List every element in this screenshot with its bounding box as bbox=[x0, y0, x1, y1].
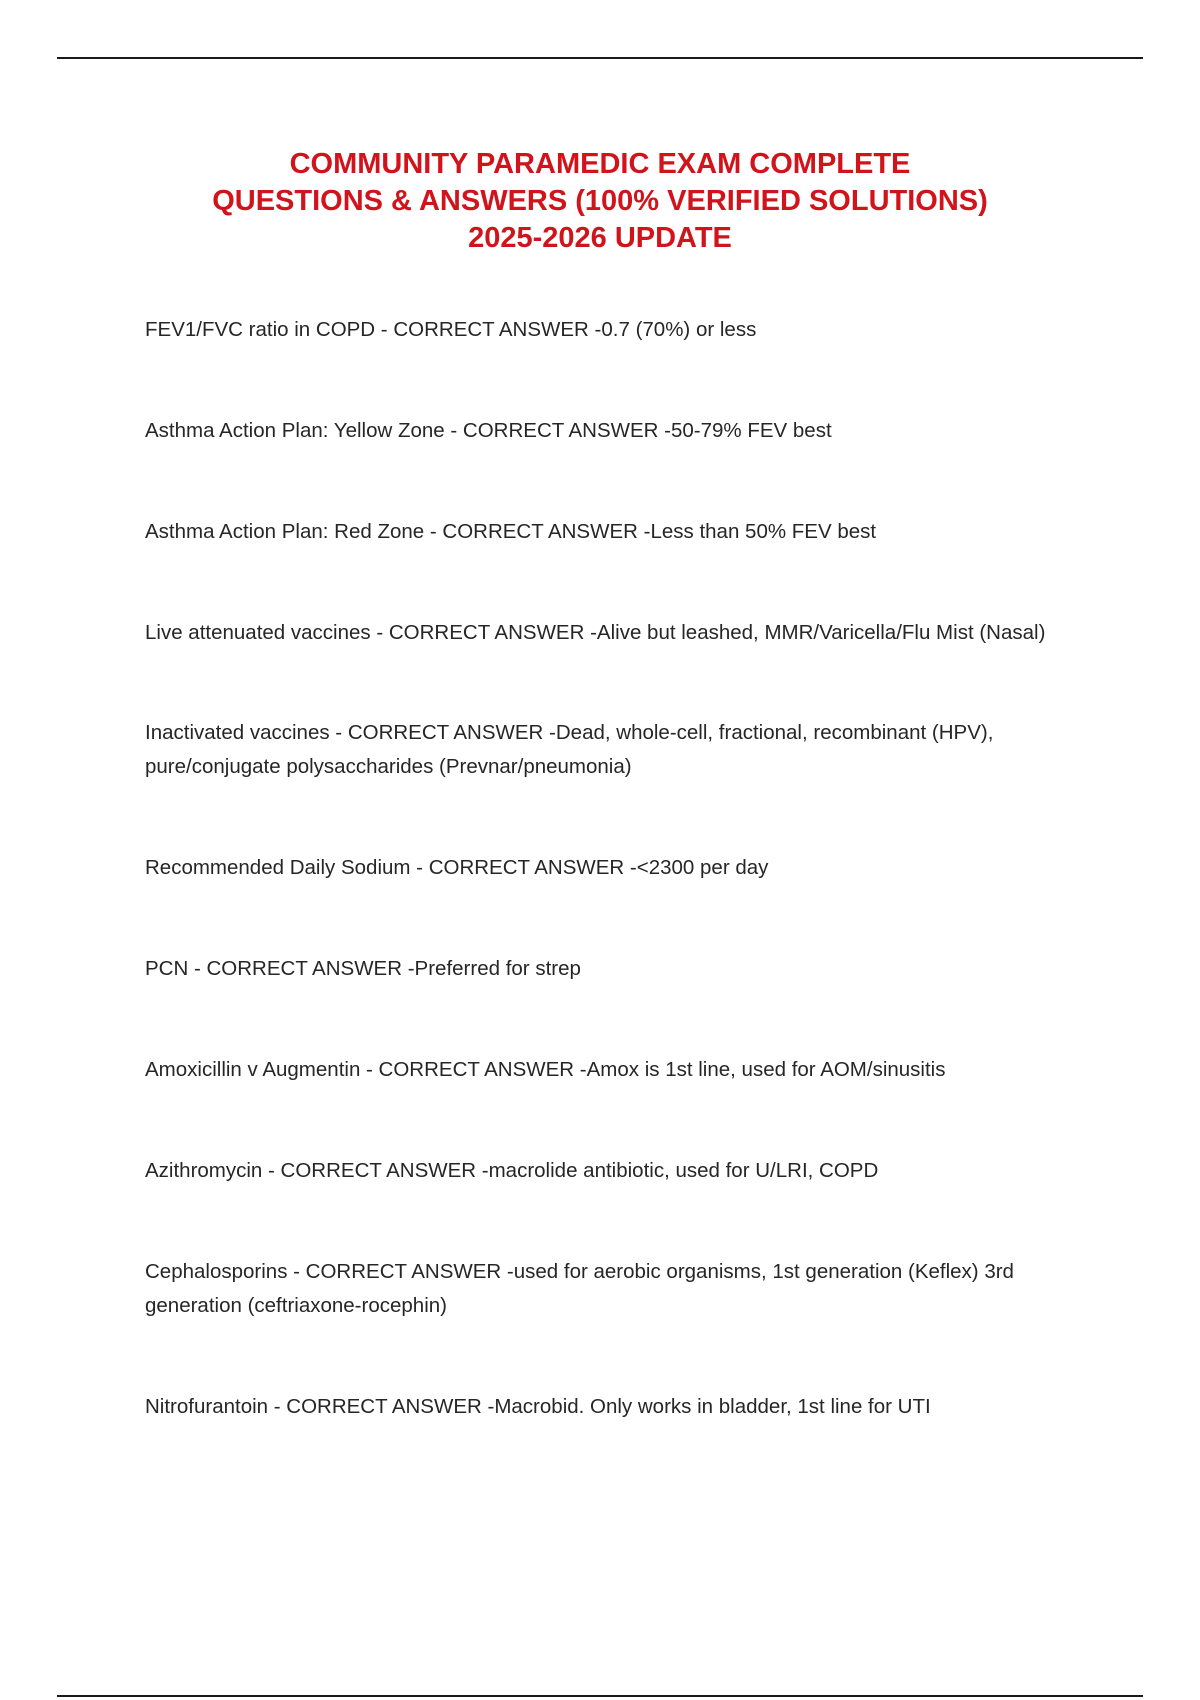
title-line-3: 2025-2026 UPDATE bbox=[468, 222, 732, 254]
qa-text: Cephalosporins - CORRECT ANSWER -used for aerobic organisms, 1st generation (Keflex) 3rd bbox=[145, 1260, 1014, 1283]
top-rule bbox=[57, 57, 1143, 59]
qa-text: Nitrofurantoin - CORRECT ANSWER -Macrobid. Only works in bladder, 1st line for UTI bbox=[145, 1395, 931, 1418]
qa-text-continued: pure/conjugate polysaccharides (Prevnar/pneumonia) bbox=[145, 755, 632, 778]
qa-item-amoxicillin bbox=[145, 1053, 1105, 1087]
qa-item-azithromycin bbox=[145, 1154, 1105, 1188]
qa-text: Amoxicillin v Augmentin - CORRECT ANSWER -Amox is 1st line, used for AOM/sinusitis bbox=[145, 1058, 946, 1081]
qa-text: PCN - CORRECT ANSWER -Preferred for strep bbox=[145, 957, 581, 980]
qa-item-fev1-fvc bbox=[145, 313, 1105, 347]
qa-item-nitrofurantoin bbox=[145, 1390, 1105, 1424]
qa-list bbox=[145, 313, 1105, 1424]
qa-text-continued: generation (ceftriaxone-rocephin) bbox=[145, 1294, 447, 1317]
qa-text: Asthma Action Plan: Yellow Zone - CORRECT ANSWER -50-79% FEV best bbox=[145, 419, 832, 442]
qa-text: FEV1/FVC ratio in COPD - CORRECT ANSWER -0.7 (70%) or less bbox=[145, 318, 757, 341]
qa-text: Recommended Daily Sodium - CORRECT ANSWER -<2300 per day bbox=[145, 856, 769, 879]
qa-item-cephalosporins bbox=[145, 1255, 1105, 1323]
document-title bbox=[100, 146, 1100, 257]
qa-item-red-zone bbox=[145, 515, 1105, 549]
qa-text: Asthma Action Plan: Red Zone - CORRECT ANSWER -Less than 50% FEV best bbox=[145, 520, 877, 543]
qa-text: Live attenuated vaccines - CORRECT ANSWER -Alive but leashed, MMR/Varicella/Flu Mist (Nasal) bbox=[145, 621, 1046, 644]
qa-item-daily-sodium bbox=[145, 851, 1105, 885]
qa-item-pcn bbox=[145, 952, 1105, 986]
qa-item-live-vaccines bbox=[145, 616, 1105, 650]
qa-text: Inactivated vaccines - CORRECT ANSWER -Dead, whole-cell, fractional, recombinant (HPV), bbox=[145, 721, 994, 744]
title-line-2: QUESTIONS & ANSWERS (100% VERIFIED SOLUTIONS) bbox=[212, 185, 988, 217]
qa-item-inactivated-vaccines bbox=[145, 716, 1105, 784]
title-line-1: COMMUNITY PARAMEDIC EXAM COMPLETE bbox=[289, 148, 911, 180]
bottom-rule bbox=[57, 1695, 1143, 1697]
qa-item-yellow-zone bbox=[145, 414, 1105, 448]
qa-text: Azithromycin - CORRECT ANSWER -macrolide antibiotic, used for U/LRI, COPD bbox=[145, 1159, 879, 1182]
